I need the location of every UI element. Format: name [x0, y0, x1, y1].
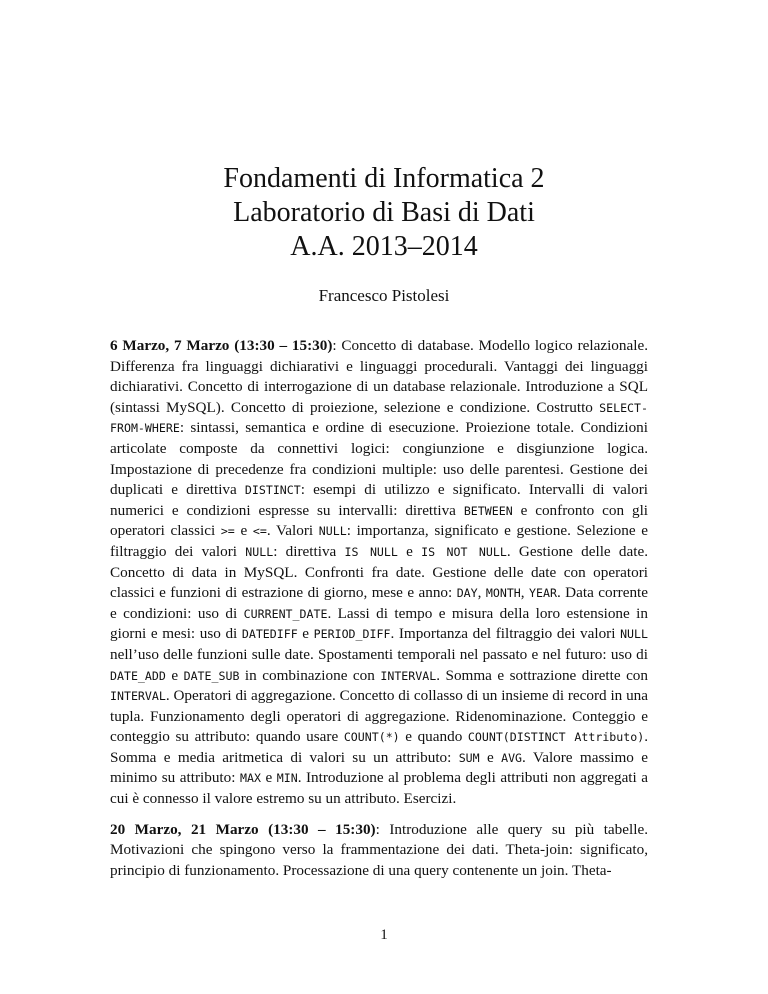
title-block — [0, 162, 768, 264]
paragraph-text: : importanza, significato e gestione. Selezione e filtraggio dei valori — [110, 522, 648, 560]
schedule-paragraph — [110, 820, 648, 882]
paragraph-text: . Valori — [266, 522, 319, 540]
title-line-lab: Laboratorio di Basi di Dati — [233, 197, 535, 228]
inline-code: INTERVAL — [110, 689, 166, 704]
paragraph-text: e — [297, 625, 314, 643]
paragraph-text: : Introduzione alle query su più tabelle. Motivazioni che spingono verso la frammentazione dei dati. Theta-join: significato, principio di funzionamento. Processazione di una query contenente un join. Theta- — [110, 820, 648, 879]
paragraph-text: e — [479, 748, 502, 766]
paragraph-text: : Concetto di database. Modello logico relazionale. Differenza fra linguaggi dichiarativi e linguaggi procedurali. Vantaggi dei linguaggi dichiarativi. Concetto di interrogazione di un database relazionale. Introduzione a SQL (sintassi MySQL). Concetto di proiezione, selezione e condizione. Costrutto — [110, 337, 648, 416]
inline-code: SELECT-FROM-WHERE — [110, 400, 648, 436]
paragraph-text: . Somma e media aritmetica di valori su un attributo: — [110, 728, 649, 766]
paragraph-text: . Valore massimo e minimo su attributo: — [110, 748, 648, 787]
inline-code: NULL — [620, 627, 648, 642]
paragraph-text: e quando — [399, 728, 468, 746]
inline-code: MIN — [276, 771, 298, 786]
paragraph-heading: 6 Marzo, 7 Marzo (13:30 – 15:30) — [110, 337, 333, 354]
paragraph-text: : sintassi, semantica e ordine di esecuzione. Proiezione totale. Condizioni articolate composte da connettivi logici: congiunzione e disgiunzione logica. Impostazione di precedenze fra condizioni multiple: uso delle parentesi. Gestione dei duplicati e direttiva — [110, 419, 648, 499]
document-body — [110, 336, 648, 891]
inline-code: DISTINCT — [244, 483, 301, 498]
paragraph-text: e — [165, 666, 184, 684]
inline-code: IS NULL — [344, 544, 398, 559]
inline-code: IS NOT NULL — [421, 544, 507, 559]
paragraph-text: : esempi di utilizzo e significato. Intervalli di valori numerici e condizioni espresse su intervalli: direttiva — [110, 481, 648, 519]
schedule-paragraph — [110, 336, 648, 810]
paragraph-text: nell’uso delle funzioni sulle date. Spostamenti temporali nel passato e nel futuro: uso di — [110, 645, 648, 663]
paragraph-text: . Lassi di tempo e misura della loro estensione in giorni e mesi: uso di — [110, 604, 648, 643]
paragraph-text: e — [234, 522, 253, 540]
inline-code: CURRENT_DATE — [243, 606, 328, 621]
paragraph-text: . Importanza del filtraggio dei valori — [390, 625, 621, 643]
title-line-course: Fondamenti di Informatica 2 — [223, 163, 545, 194]
title-line-year: A.A. 2013–2014 — [290, 231, 478, 262]
inline-code: NULL — [318, 524, 347, 539]
paragraph-text: : direttiva — [273, 542, 345, 560]
inline-code: DATE_SUB — [183, 668, 240, 683]
inline-code: DATEDIFF — [241, 627, 298, 642]
inline-code: SUM — [458, 750, 480, 765]
page-number: 1 — [380, 927, 388, 943]
inline-code: COUNT(DISTINCT Attributo) — [467, 730, 645, 745]
paragraph-text: . Introduzione al problema degli attributi non aggregati a cui è connesso il valore estremo su un attributo. Esercizi. — [110, 769, 649, 808]
paragraph-text: e — [260, 769, 277, 787]
paragraph-text: e confronto con gli operatori classici — [110, 501, 649, 540]
inline-code: INTERVAL — [380, 668, 437, 683]
inline-code: DAY — [456, 586, 478, 601]
inline-code: YEAR — [529, 586, 557, 601]
inline-code: NULL — [245, 544, 274, 559]
paragraph-text: , — [520, 584, 530, 602]
inline-code: AVG — [501, 750, 523, 765]
inline-code: BETWEEN — [463, 503, 513, 518]
paragraph-text: . Gestione delle date. Concetto di data in MySQL. Confronti fra date. Gestione delle date con operatori classici e funzioni di estrazione di giorno, mese e anno: — [110, 542, 649, 602]
paragraph-text: , — [477, 584, 486, 602]
author: Francesco Pistolesi — [318, 286, 450, 305]
inline-code: COUNT(*) — [343, 730, 400, 745]
paragraph-heading: 20 Marzo, 21 Marzo (13:30 – 15:30) — [110, 820, 376, 838]
inline-code: PERIOD_DIFF — [313, 627, 391, 642]
inline-code: >= — [220, 524, 235, 539]
inline-code: MAX — [240, 771, 261, 786]
paragraph-text: e — [397, 542, 422, 560]
inline-code: MONTH — [485, 586, 521, 601]
inline-code: <= — [252, 524, 267, 539]
paragraph-text: in combinazione con — [239, 666, 381, 684]
paragraph-text: . Somma e sottrazione dirette con — [436, 666, 648, 684]
paragraph-text: . Data corrente e condizioni: uso di — [110, 584, 649, 622]
paragraph-text: . Operatori di aggregazione. Concetto di collasso di un insieme di record in una tupla. Funzionamento degli operatori di aggregazione. Ridenominazione. Conteggio e conteggio su attributo: quando usare — [110, 687, 648, 746]
inline-code: DATE_ADD — [110, 668, 166, 683]
